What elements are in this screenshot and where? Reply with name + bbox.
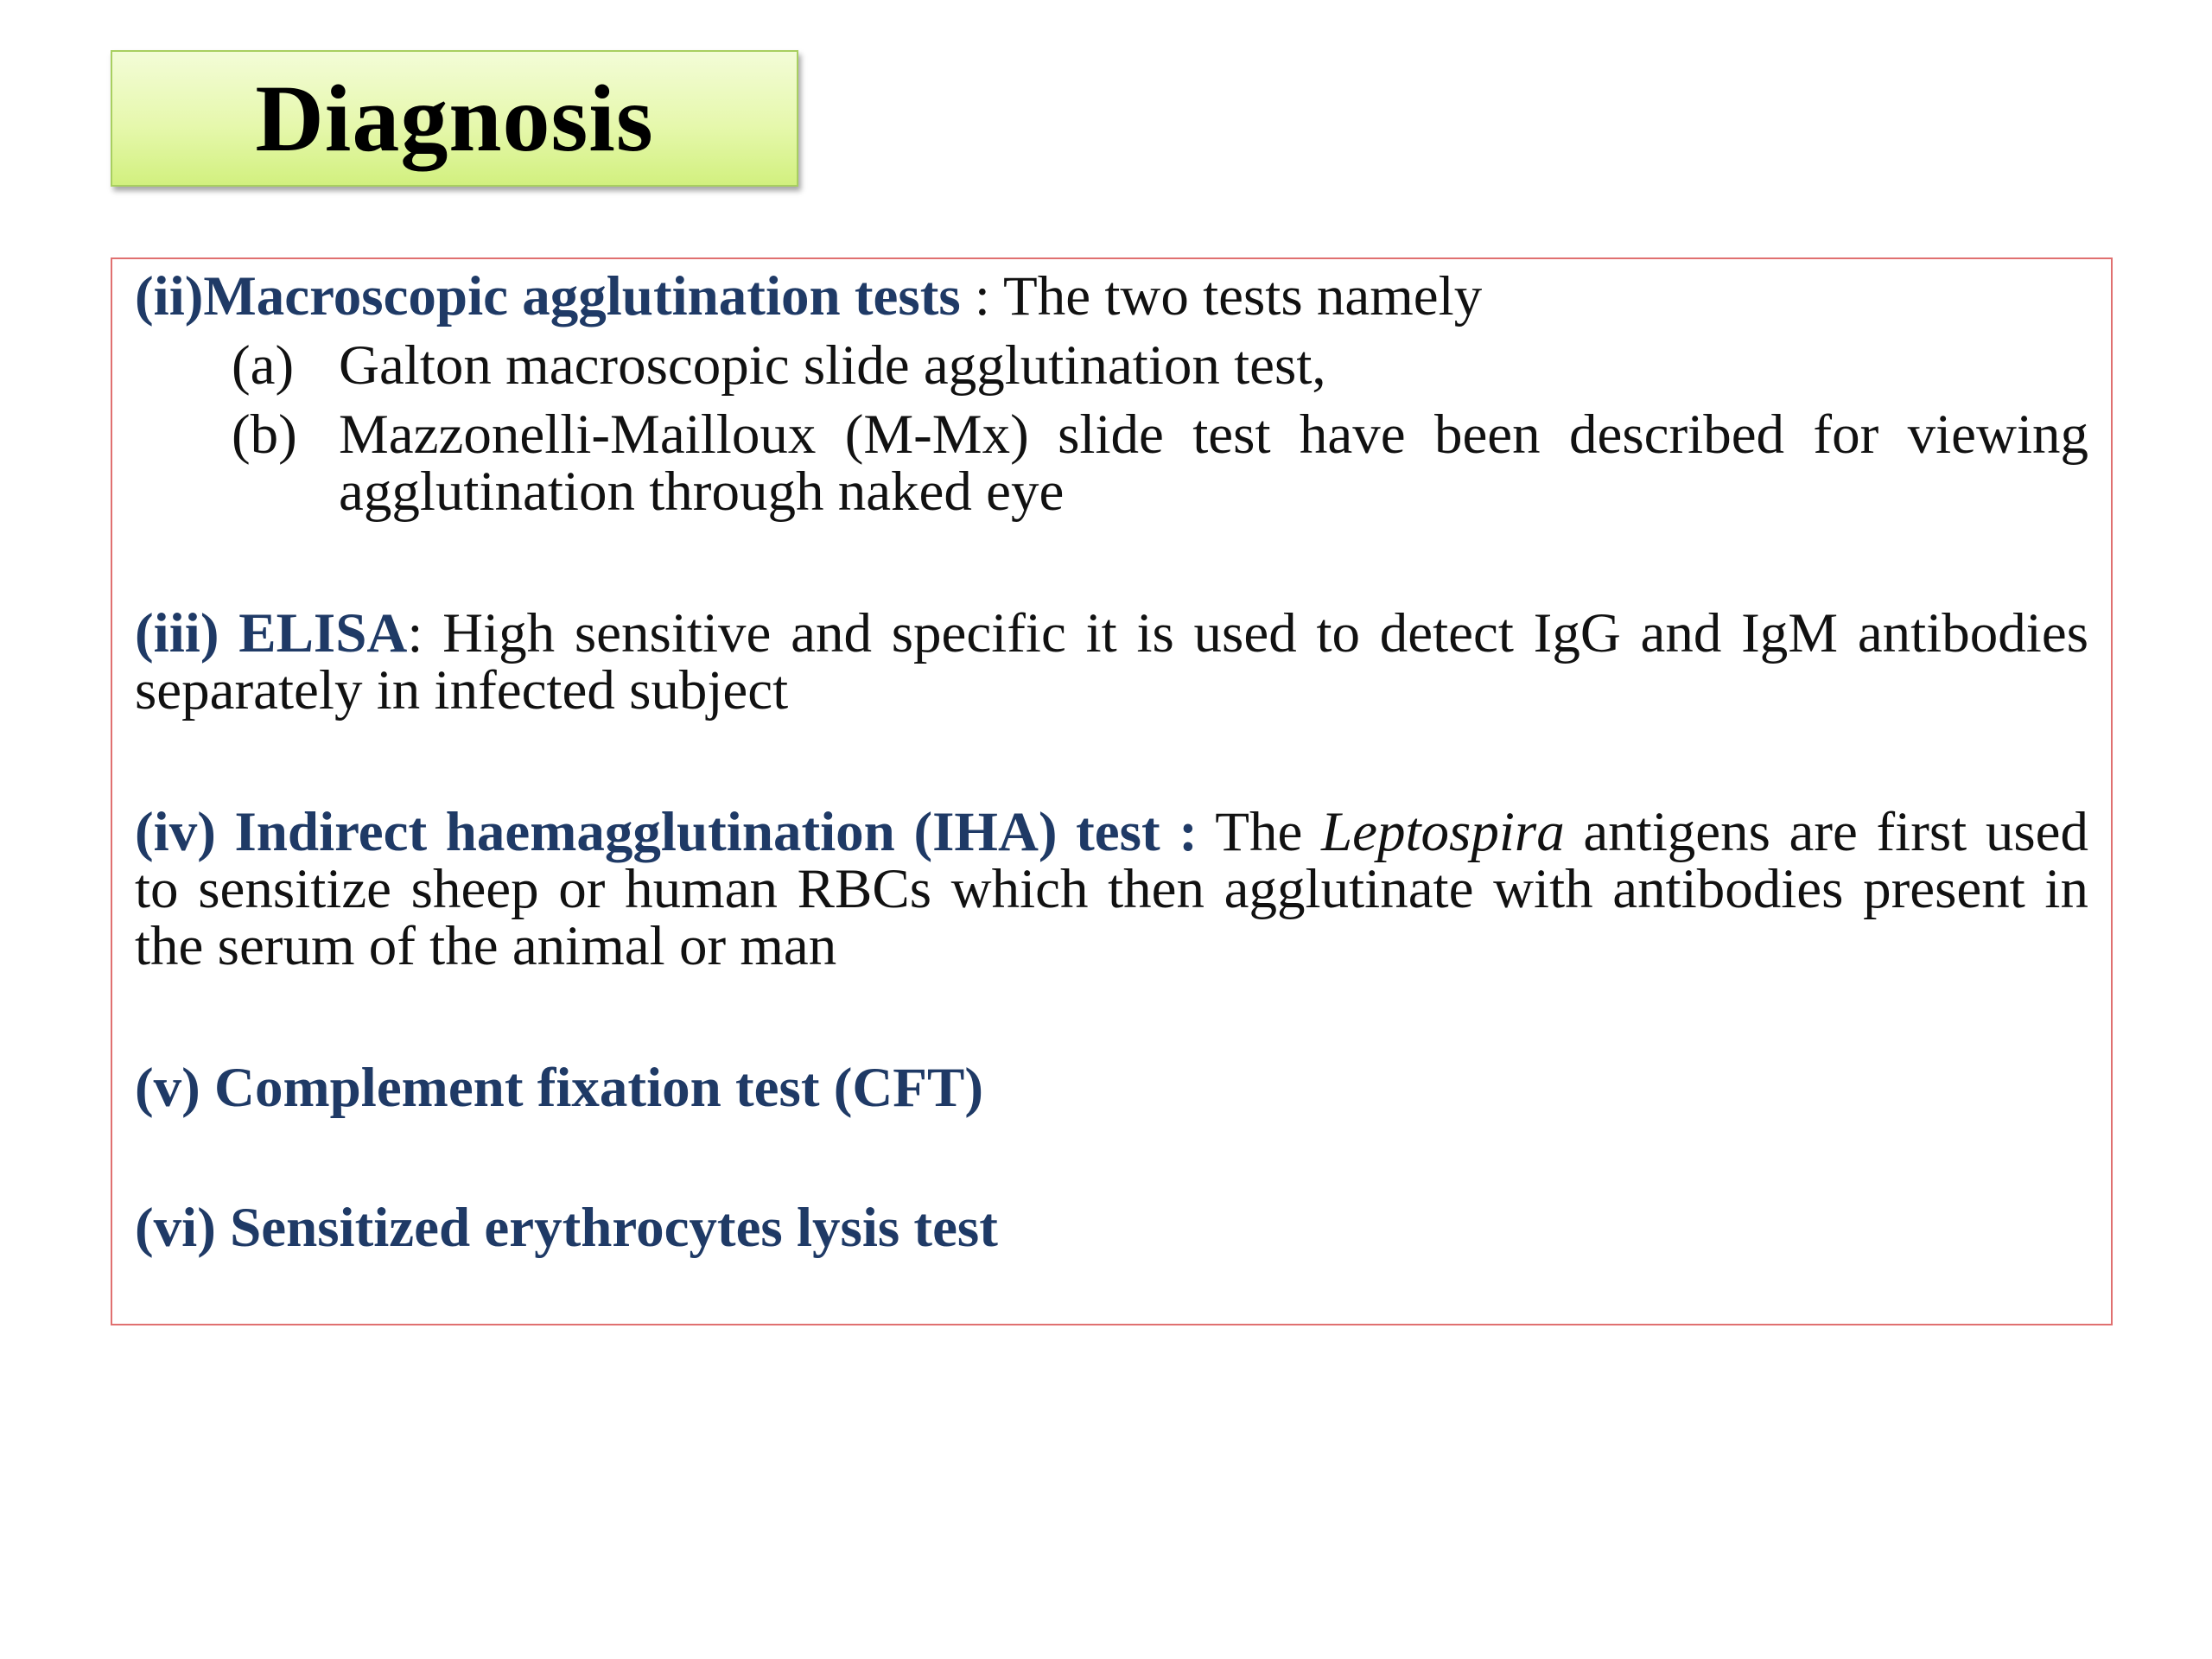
section-heading: (iv) Indirect haemagglutination (IHA) test :: [135, 801, 1198, 863]
section-sensitized-erythrocytes: [135, 1197, 2088, 1259]
section-cft: [135, 1057, 2088, 1119]
list-marker: (a): [232, 334, 295, 397]
section-heading: (iii) ELISA: [135, 602, 408, 664]
section-text: : High sensitive and specific it is used to detect IgG and IgM antibodies separately in infected subject: [135, 602, 2088, 721]
content-box: [111, 257, 2113, 1325]
title-banner: [111, 50, 798, 187]
organism-name: Leptospira: [1320, 801, 1565, 863]
section-iha-test: [135, 801, 2088, 977]
list-marker: (b): [232, 404, 297, 466]
list-item-text: Galton macroscopic slide agglutination test,: [339, 334, 1326, 397]
section-heading: (v) Complement fixation test (CFT): [135, 1057, 984, 1119]
section-heading: (ii)Macroscopic agglutination tests: [135, 265, 961, 327]
section-heading: (vi) Sensitized erythrocytes lysis test: [135, 1197, 998, 1259]
section-elisa: [135, 602, 2088, 721]
section-text: antigens are first used to sensitize sheep or human RBCs which then agglutinate with antibodies present in the serum of the animal or man: [135, 801, 2088, 977]
list-item-text: Mazzonelli-Mailloux (M-Mx) slide test have been described for viewing agglutination through naked eye: [339, 404, 2088, 523]
list-item: [135, 334, 2088, 397]
section-text: : The two tests namely: [960, 265, 1483, 327]
section-macroscopic-agglutination: [135, 265, 2088, 327]
section-text: The: [1197, 801, 1321, 863]
list-item: [135, 404, 2088, 523]
page-title: Diagnosis: [255, 66, 654, 171]
